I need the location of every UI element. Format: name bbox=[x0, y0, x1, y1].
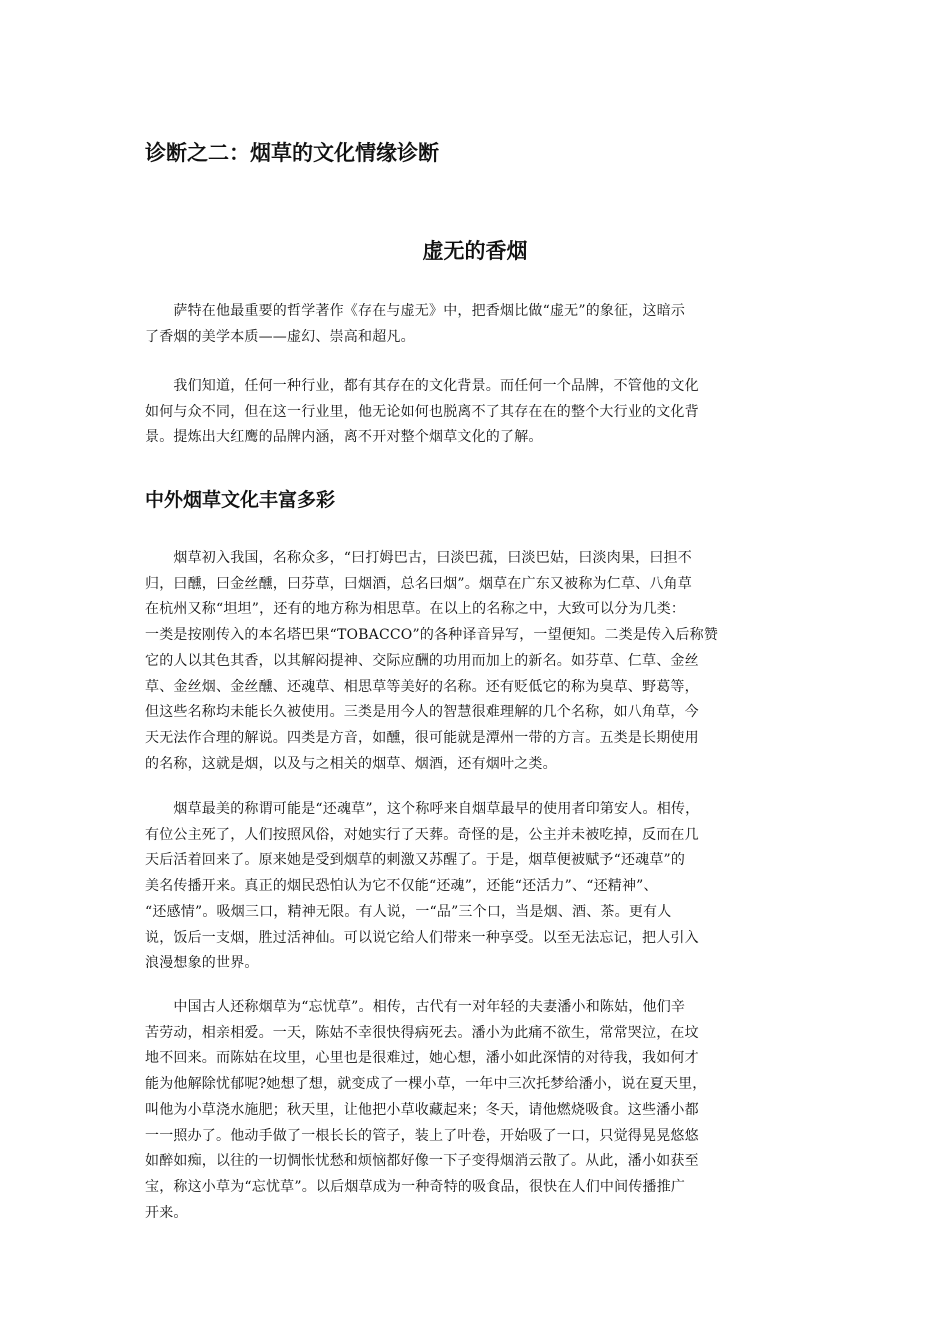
paragraph-line: 草、金丝烟、金丝醺、还魂草、相思草等美好的名称。还有贬低它的称为臭草、野葛等， bbox=[145, 678, 699, 695]
paragraph-line: 了香烟的美学本质——虚幻、崇高和超凡。 bbox=[145, 328, 415, 345]
paragraph-line: 美名传播开来。真正的烟民恐怕认为它不仅能“还魂”，还能“还活力”、“还精神”、 bbox=[145, 878, 658, 895]
paragraph-line: 一类是按刚传入的本名塔巴果“TOBACCO”的各种译音异写，一望便知。二类是传入后称赞 bbox=[145, 627, 719, 644]
section-title: 诊断之二：烟草的文化情缘诊断 bbox=[145, 141, 439, 165]
paragraph-line: 归，曰醺，曰金丝醺，曰芬草，曰烟酒，总名曰烟”。烟草在广东又被称为仁草、八角草 bbox=[145, 575, 692, 592]
paragraph-line: 开来。 bbox=[145, 1204, 188, 1221]
paragraph-line: 苦劳动，相亲相爱。一天，陈姑不幸很快得病死去。潘小为此痛不欲生，常常哭泣，在坟 bbox=[145, 1024, 699, 1041]
paragraph-line: 它的人以其色其香，以其解闷提神、交际应酬的功用而加上的新名。如芬草、仁草、金丝 bbox=[145, 652, 699, 669]
paragraph-line: 如何与众不同，但在这一行业里，他无论如何也脱离不了其存在在的整个大行业的文化背 bbox=[145, 403, 699, 420]
paragraph-line: 说，饭后一支烟，胜过活神仙。可以说它给人们带来一种享受。以至无法忘记，把人引入 bbox=[145, 929, 699, 946]
paragraph-line: 中国古人还称烟草为“忘忧草”。相传，古代有一对年轻的夫妻潘小和陈姑，他们辛 bbox=[145, 999, 686, 1015]
paragraph-line: 天无法作合理的解说。四类是方音，如醺，很可能就是潭州一带的方言。五类是长期使用 bbox=[145, 729, 699, 746]
paragraph-line: 宝，称这小草为“忘忧草”。以后烟草成为一种奇特的吸食品，很快在人们中间传播推广 bbox=[145, 1178, 686, 1195]
paragraph-line: 的名称，这就是烟，以及与之相关的烟草、烟酒，还有烟叶之类。 bbox=[145, 755, 557, 772]
paragraph-line: “还感情”。吸烟三口，精神无限。有人说，一“品”三个口，当是烟、酒、茶。更有人 bbox=[145, 903, 672, 920]
paragraph-2 bbox=[145, 374, 815, 451]
paragraph-line: 景。提炼出大红鹰的品牌内涵，离不开对整个烟草文化的了解。 bbox=[145, 429, 543, 446]
paragraph-line: 能为他解除忧郁呢?她想了想，就变成了一棵小草，一年中三次托梦给潘小，说在夏天里， bbox=[145, 1076, 707, 1093]
paragraph-line: 但这些名称均未能长久被使用。三类是用今人的智慧很难理解的几个名称，如八角草，今 bbox=[145, 704, 699, 721]
paragraph-line: 地不回来。而陈姑在坟里，心里也是很难过，她心想，潘小如此深情的对待我，我如何才 bbox=[145, 1050, 699, 1067]
article-title: 虚无的香烟 bbox=[422, 239, 528, 263]
paragraph-line: 烟草初入我国，名称众多，“曰打姆巴古，曰淡巴菰，曰淡巴姑，曰淡肉果，曰担不 bbox=[145, 550, 692, 566]
paragraph-line: 有位公主死了，人们按照风俗，对她实行了天葬。奇怪的是，公主并未被吃掉，反而在几 bbox=[145, 826, 699, 843]
subheading: 中外烟草文化丰富多彩 bbox=[145, 489, 336, 511]
paragraph-line: 天后活着回来了。原来她是受到烟草的刺激又苏醒了。于是，烟草便被赋予“还魂草”的 bbox=[145, 852, 686, 869]
paragraph-line: 如醉如痴，以往的一切惆怅忧愁和烦恼都好像一下子变得烟消云散了。从此，潘小如获至 bbox=[145, 1153, 699, 1170]
paragraph-3 bbox=[145, 546, 815, 777]
paragraph-line: 浪漫想象的世界。 bbox=[145, 955, 259, 972]
paragraph-line: 烟草最美的称谓可能是“还魂草”，这个称呼来自烟草最早的使用者印第安人。相传， bbox=[145, 801, 700, 817]
paragraph-line: 萨特在他最重要的哲学著作《存在与虚无》中，把香烟比做“虚无”的象征，这暗示 bbox=[145, 303, 686, 319]
paragraph-line: 我们知道，任何一种行业，都有其存在的文化背景。而任何一个品牌，不管他的文化 bbox=[145, 378, 699, 394]
paragraph-5 bbox=[145, 995, 815, 1226]
paragraph-4 bbox=[145, 797, 815, 977]
paragraph-line: 在杭州又称“坦坦”，还有的地方称为相思草。在以上的名称之中，大致可以分为几类： bbox=[145, 601, 686, 618]
paragraph-1 bbox=[145, 299, 815, 350]
paragraph-line: 叫他为小草浇水施肥；秋天里，让他把小草收藏起来；冬天，请他燃烧吸食。这些潘小都 bbox=[145, 1101, 699, 1118]
paragraph-line: 一一照办了。他动手做了一根长长的管子，装上了叶卷，开始吸了一口，只觉得晃晃悠悠 bbox=[145, 1127, 699, 1144]
